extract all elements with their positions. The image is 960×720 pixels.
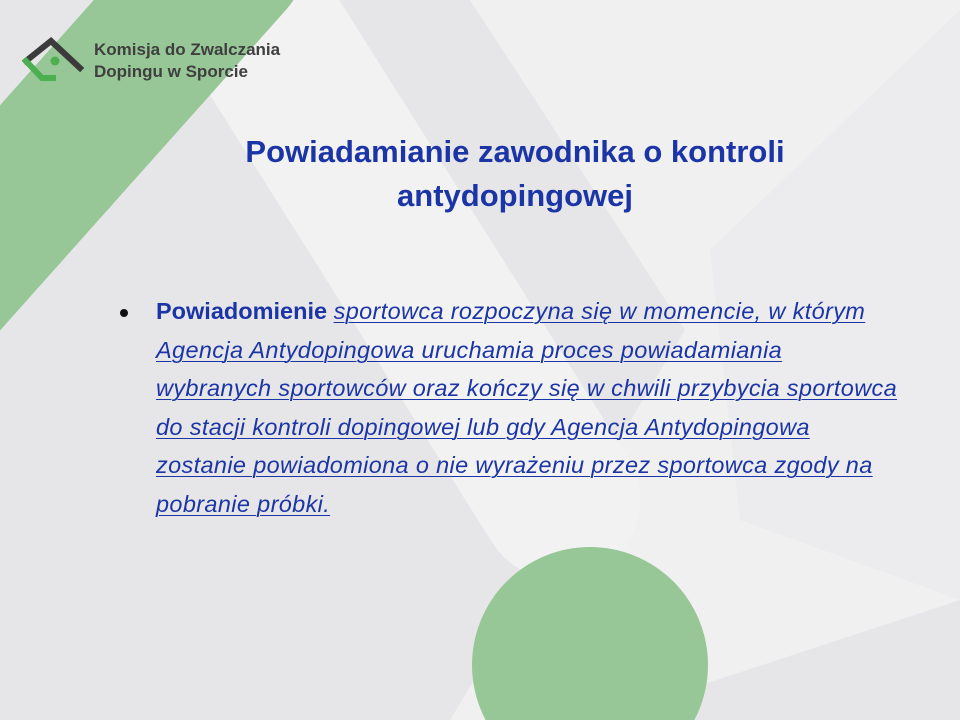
bullet-item: [156, 292, 900, 523]
organization-logo: [22, 36, 322, 88]
logo-wordmark: [94, 39, 280, 83]
bullet-lead-text: Powiadomienie: [156, 298, 328, 324]
bullet-list: [120, 292, 900, 523]
slide-title-line-1: Powiadamianie zawodnika o kontroli: [245, 134, 785, 169]
slide-title: [100, 130, 930, 218]
slide-title-line-2: antydopingowej: [397, 178, 633, 213]
logo-line-1: Komisja do Zwalczania: [94, 40, 281, 59]
bullet-body-text: sportowca rozpoczyna się w momencie, w którym Agencja Antydopingowa uruchamia proces powiadamiania wybranych sportowców oraz kończy się w chwili przybycia sportowca do stacji kontroli dopingowej lub gdy Agencja Antydopingowa zostanie powiadomiona o nie wyrażeniu przez sportowca zgody na pobranie próbki.: [156, 298, 898, 517]
logo-line-2: Dopingu w Sporcie: [94, 62, 248, 81]
kzds-logo-icon: [22, 36, 84, 86]
bullet-marker: [120, 309, 128, 317]
